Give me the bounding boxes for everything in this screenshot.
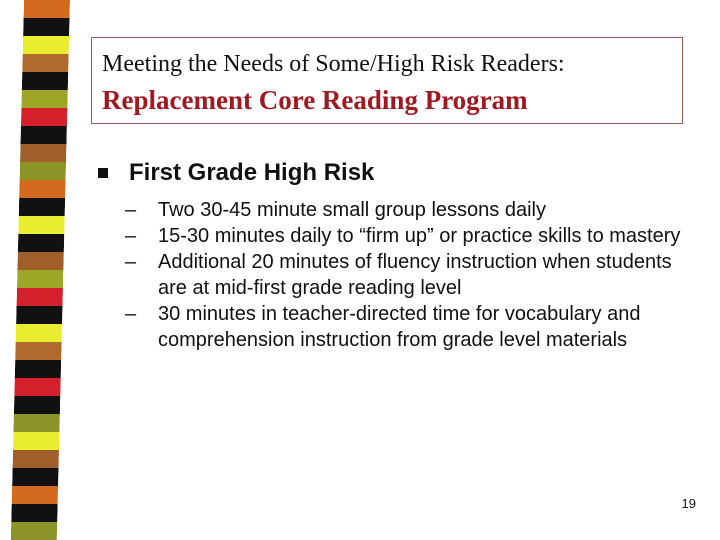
title-box — [91, 37, 683, 124]
stripe-segment — [15, 342, 61, 361]
sub-bullet-text: 15-30 minutes daily to “firm up” or practice skills to mastery — [158, 225, 681, 247]
dash-bullet-icon: – — [125, 303, 137, 325]
square-bullet-icon — [98, 168, 108, 178]
sub-bullet-text: Additional 20 minutes of fluency instruction when students are at mid-first grade reading level — [158, 251, 672, 299]
stripe-segment — [22, 72, 68, 91]
stripe-segment — [11, 504, 57, 523]
dash-bullet-icon: – — [125, 251, 137, 273]
sub-bullet-item — [125, 249, 700, 301]
stripe-segment — [17, 288, 63, 307]
stripe-segment — [14, 378, 60, 397]
stripe-segment — [24, 0, 70, 19]
stripe-segment — [15, 360, 61, 379]
stripe-segment — [23, 18, 69, 37]
stripe-segment — [13, 432, 59, 451]
title-line-2: Replacement Core Reading Program — [102, 85, 528, 115]
decorative-stripe-bar — [11, 0, 70, 540]
stripe-segment — [18, 234, 64, 253]
stripe-segment — [20, 144, 66, 163]
stripe-segment — [22, 54, 68, 73]
stripe-segment — [21, 90, 67, 109]
stripe-segment — [17, 252, 63, 271]
sub-bullet-item — [125, 197, 700, 223]
stripe-segment — [13, 450, 59, 469]
stripe-segment — [20, 126, 66, 145]
stripe-segment — [14, 396, 60, 415]
stripe-segment — [18, 216, 64, 235]
stripe-segment — [12, 486, 58, 505]
stripe-segment — [21, 108, 67, 127]
stripe-segment — [16, 306, 62, 325]
stripe-segment — [20, 162, 66, 181]
dash-bullet-icon: – — [125, 199, 137, 221]
sub-bullet-list — [125, 197, 700, 353]
stripe-segment — [11, 522, 57, 540]
sub-bullet-text: Two 30-45 minute small group lessons daily — [158, 199, 546, 221]
stripe-segment — [16, 324, 62, 343]
sub-bullet-text: 30 minutes in teacher-directed time for vocabulary and comprehension instruction from grade level materials — [158, 303, 641, 351]
stripe-segment — [17, 270, 63, 289]
stripe-segment — [19, 180, 65, 199]
title-line-1: Meeting the Needs of Some/High Risk Readers: — [102, 51, 565, 77]
page-number: 19 — [681, 496, 696, 511]
sub-bullet-item — [125, 301, 700, 353]
dash-bullet-icon: – — [125, 225, 137, 247]
sub-bullet-item — [125, 223, 700, 249]
stripe-segment — [19, 198, 65, 217]
stripe-segment — [23, 36, 69, 55]
stripe-segment — [13, 414, 59, 433]
main-bullet-text: First Grade High Risk — [129, 159, 375, 186]
stripe-segment — [12, 468, 58, 487]
